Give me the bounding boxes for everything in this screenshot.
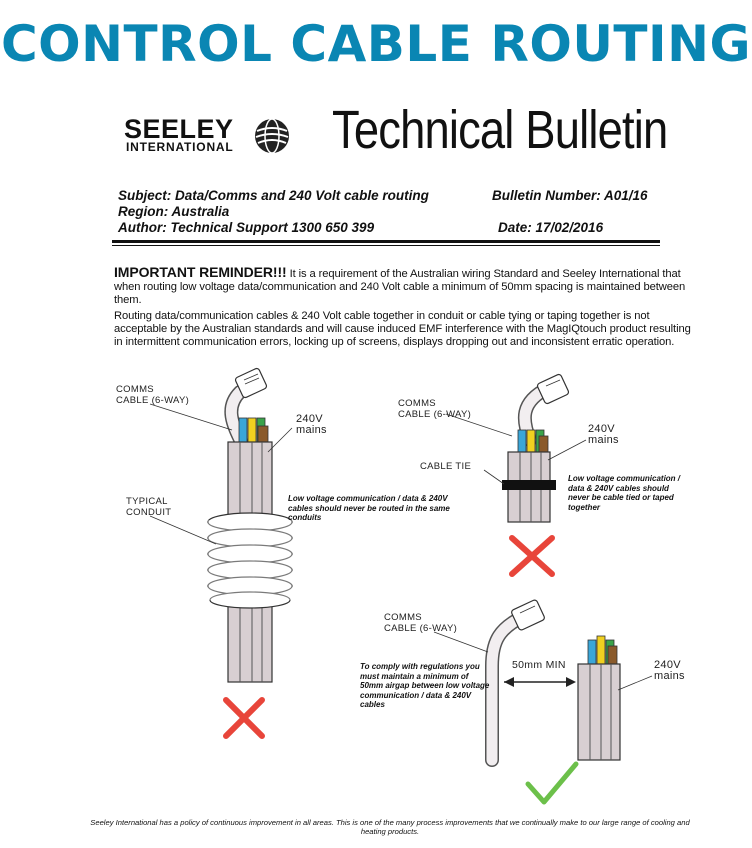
reminder-text: It is a requirement of the Australian wiring Standard and Seeley International that when routing low voltage data/communication and 240 Volt cable a minimum of 50mm spacing is maintained between them. <box>114 268 686 307</box>
compliance-note: To comply with regulations you must maintain a minimum of 50mm airgap between low voltage communication / data & 240V cables <box>360 662 490 709</box>
region-line: Region: Australia <box>118 204 230 219</box>
logo-subtitle: INTERNATIONAL <box>126 140 234 154</box>
subject-line: Subject: Data/Comms and 240 Volt cable routing <box>118 188 429 203</box>
right-top-mains-label: 240V mains <box>588 423 619 446</box>
right-bottom-comms-label: COMMS CABLE (6-WAY) <box>384 612 458 634</box>
left-conduit-coils <box>208 513 292 608</box>
spacing-label: 50mm MIN <box>512 659 566 671</box>
page-banner-title: CONTROL CABLE ROUTING <box>0 15 752 73</box>
cable-tie-band <box>502 480 556 490</box>
left-comms-label: COMMS CABLE (6-WAY) <box>116 384 190 406</box>
right-top-cross-icon <box>512 538 552 574</box>
bulletin-number: Bulletin Number: A01/16 <box>492 188 648 203</box>
right-bottom-mains-label: 240V mains <box>654 659 685 682</box>
bulletin-date: Date: 17/02/2016 <box>498 220 604 235</box>
left-cross-icon <box>226 700 262 736</box>
right-top-comms-label: COMMS CABLE (6-WAY) <box>398 398 472 420</box>
routing-paragraph: Routing data/communication cables & 240 Volt cable together in conduit or cable tying or taping together is not acceptable by the Australian standards and will cause induced EMF interference with the MagIQtouch product resulting in intermittent communication errors, locking up of screens, displays dropping out and inconsistent erratic operation. <box>114 310 691 349</box>
left-conduit-label: TYPICAL CONDUIT <box>126 496 172 518</box>
bulletin-title: Technical Bulletin <box>332 100 668 160</box>
right-top-wires <box>518 430 548 454</box>
right-bottom-wires <box>588 636 617 666</box>
right-bottom-comms-cable <box>492 599 545 760</box>
footer-policy-text: Seeley International has a policy of continuous improvement in all areas. This is one of the many process improvements that we continually make to our large range of cooling and heating products. <box>90 818 690 837</box>
left-mains-label: 240V mains <box>296 413 327 436</box>
right-top-cable-bundle <box>502 452 556 522</box>
logo-name: SEELEY <box>124 114 234 144</box>
check-mark-icon <box>528 764 576 802</box>
left-warning-note: Low voltage communication / data & 240V cables should never be routed in the same conduits <box>288 494 450 522</box>
right-bottom-mains-bundle <box>578 664 620 760</box>
spacing-dimension-arrow <box>504 677 576 687</box>
cable-tie-label: CABLE TIE <box>420 461 472 472</box>
right-top-warning-note: Low voltage communication / data & 240V cables should never be cable tied or taped together <box>568 474 681 512</box>
author-line: Author: Technical Support 1300 650 399 <box>118 220 375 235</box>
reminder-heading: IMPORTANT REMINDER!!! <box>114 264 287 280</box>
